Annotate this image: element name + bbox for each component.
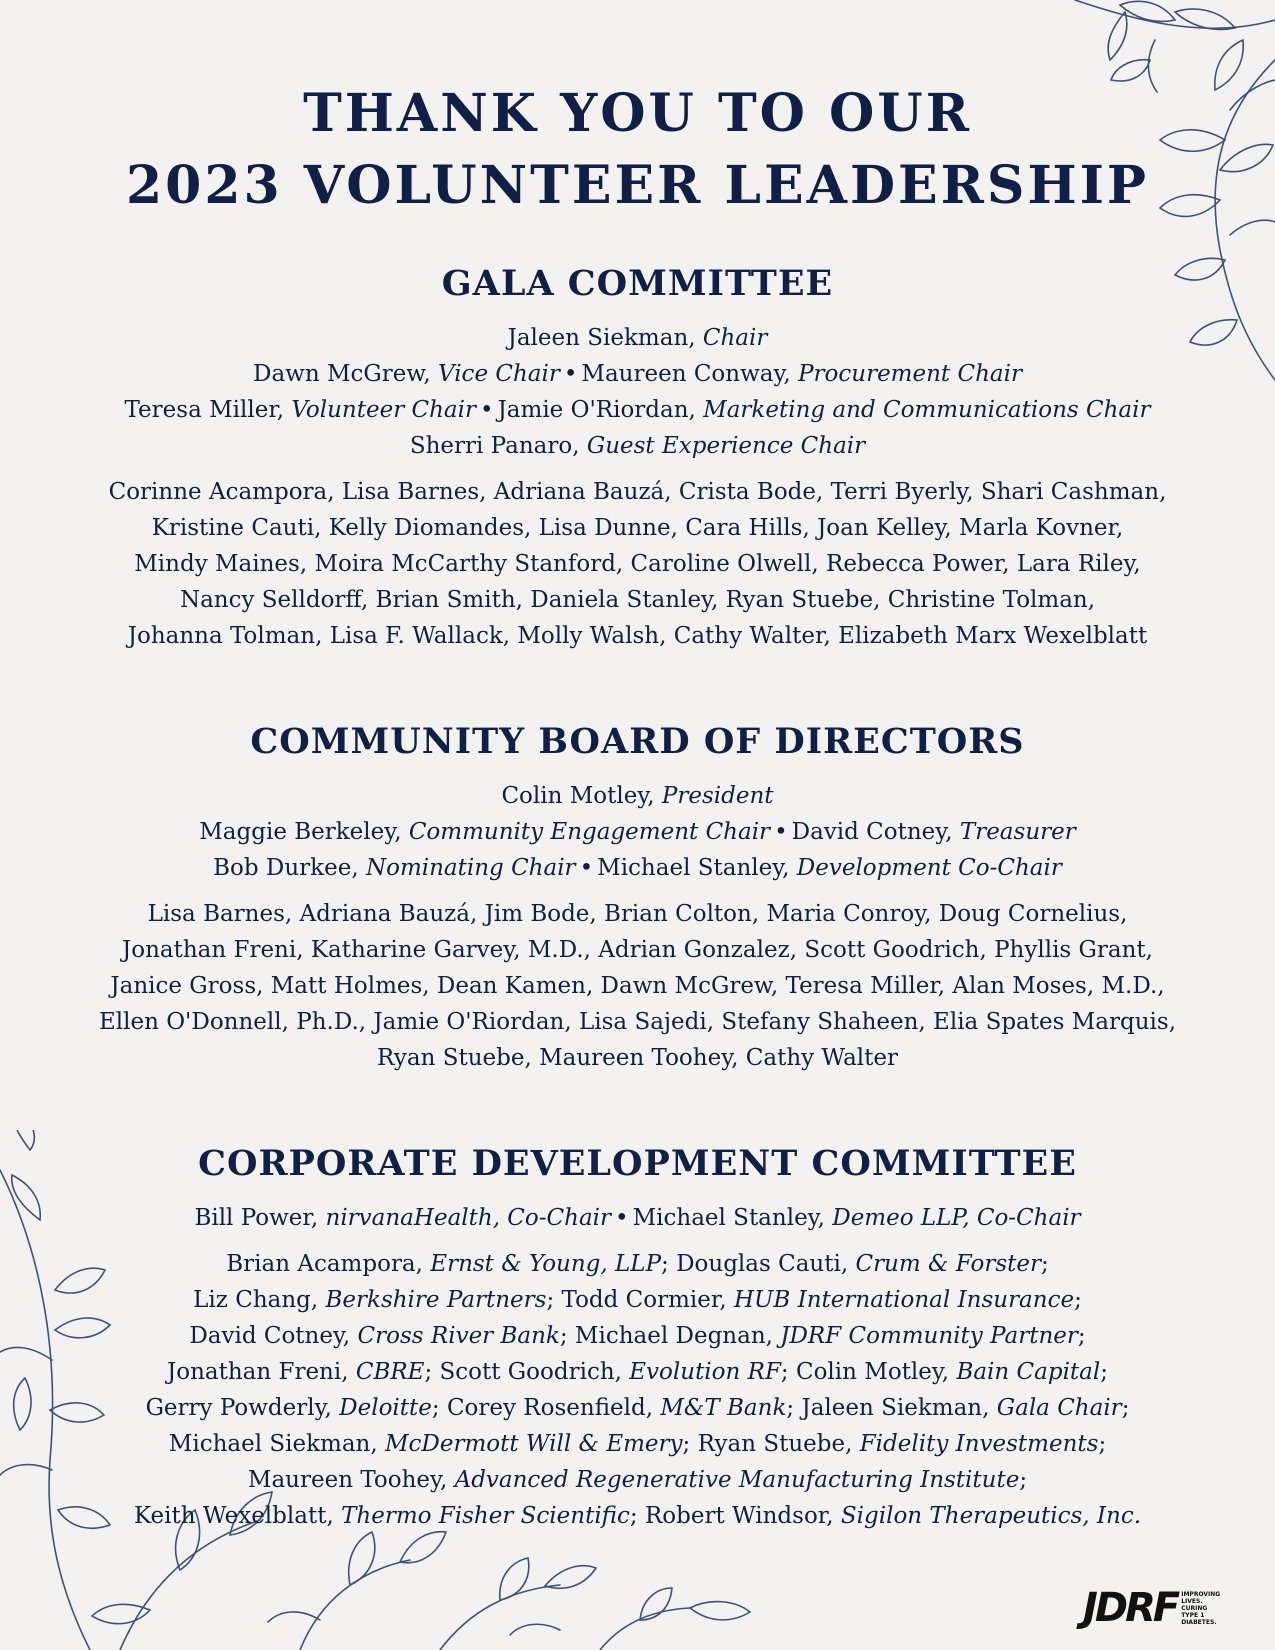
corporate-member-name: David Cotney, (189, 1323, 351, 1349)
corporate-member-org: Cross River Bank (357, 1323, 560, 1349)
board-member-line: Ellen O'Donnell, Ph.D., Jamie O'Riordan, Lisa Sajedi, Stefany Shaheen, Elia Spates Marquis, (98, 1009, 1177, 1035)
corporate-member-punct: ; (431, 1395, 440, 1421)
corporate-member-org: Berkshire Partners (325, 1287, 547, 1313)
corporate-member-name: Jaleen Siekman, (801, 1395, 990, 1421)
corporate-member-punct: ; (682, 1431, 691, 1457)
gala-chair-line: Jaleen Siekman, Chair (507, 325, 768, 351)
corporate-member-line (80, 1462, 1195, 1498)
corporate-member-name: Michael Siekman, (168, 1431, 378, 1457)
corporate-member-org: M&T Bank (660, 1395, 787, 1421)
corporate-committee-heading: CORPORATE DEVELOPMENT COMMITTEE (198, 1143, 1077, 1184)
community-board-section (80, 720, 1195, 1076)
corporate-member-punct: ; (1074, 1287, 1082, 1313)
board-member-line: Jonathan Freni, Katharine Garvey, M.D., Adrian Gonzalez, Scott Goodrich, Phyllis Grant, (122, 937, 1153, 963)
gala-member-line: Johanna Tolman, Lisa F. Wallack, Molly Walsh, Cathy Walter, Elizabeth Marx Wexelblatt (127, 623, 1148, 649)
corporate-member-org: Deloitte (339, 1395, 432, 1421)
gala-committee-heading: GALA COMMITTEE (441, 263, 834, 304)
corporate-member-name: Jonathan Freni, (167, 1359, 349, 1385)
corporate-member-name: Gerry Powderly, (145, 1395, 332, 1421)
corporate-member-org: CBRE (355, 1359, 425, 1385)
corporate-member-line (80, 1282, 1195, 1318)
gala-member-line: Kristine Cauti, Kelly Diomandes, Lisa Dunne, Cara Hills, Joan Kelley, Marla Kovner, (151, 515, 1124, 541)
corporate-member-org: Evolution RF (629, 1359, 781, 1385)
corporate-cochairs-line: Bill Power, nirvanaHealth, Co-Chair • Michael Stanley, Demeo LLP, Co-Chair (194, 1205, 1081, 1231)
corporate-member-org: Crum & Forster (855, 1251, 1041, 1277)
corporate-member-org: Bain Capital (956, 1359, 1101, 1385)
corporate-member-line (80, 1318, 1195, 1354)
gala-guest-line: Sherri Panaro, Guest Experience Chair (409, 433, 866, 459)
gala-committee-section (80, 262, 1195, 654)
corporate-member-name: Colin Motley, (795, 1359, 950, 1385)
jdrf-logo-tagline: IMPROVING LIVES. CURING TYPE 1 DIABETES. (1181, 1590, 1221, 1626)
corporate-member-org: Ernst & Young, LLP (430, 1251, 662, 1277)
corporate-member-punct: ; (1098, 1431, 1107, 1457)
corporate-member-line (80, 1390, 1195, 1426)
corporate-member-line (80, 1354, 1195, 1390)
title-line-2: 2023 VOLUNTEER LEADERSHIP (125, 155, 1150, 216)
corporate-member-name: Michael Degnan, (574, 1323, 773, 1349)
board-leadership (80, 778, 1195, 886)
corporate-committee-section (80, 1142, 1195, 1534)
board-member-line: Lisa Barnes, Adriana Bauzá, Jim Bode, Brian Colton, Maria Conroy, Doug Cornelius, (147, 901, 1128, 927)
gala-leadership (80, 320, 1195, 464)
corporate-members (80, 1246, 1195, 1534)
corporate-member-punct: ; (1077, 1323, 1086, 1349)
corporate-cochairs (80, 1200, 1195, 1236)
corporate-member-name: Scott Goodrich, (439, 1359, 622, 1385)
corporate-member-org: Thermo Fisher Scientific (341, 1503, 630, 1529)
board-members (80, 896, 1195, 1076)
corporate-member-punct: ; (780, 1359, 789, 1385)
gala-vice-line: Dawn McGrew, Vice Chair • Maureen Conway, Procurement Chair (253, 361, 1022, 387)
corporate-member-punct: ; (1019, 1467, 1028, 1493)
corporate-member-punct: ; (786, 1395, 795, 1421)
corporate-member-name: Corey Rosenfield, (446, 1395, 654, 1421)
corporate-member-punct: ; (629, 1503, 638, 1529)
gala-volunteer-line: Teresa Miller, Volunteer Chair • Jamie O'Riordan, Marketing and Communications Chair (124, 397, 1151, 423)
gala-member-line: Corinne Acampora, Lisa Barnes, Adriana Bauzá, Crista Bode, Terri Byerly, Shari Cashman, (108, 479, 1167, 505)
corporate-member-name: Brian Acampora, (226, 1251, 423, 1277)
corporate-member-name: Ryan Stuebe, (697, 1431, 853, 1457)
corporate-member-punct: ; (559, 1323, 568, 1349)
board-member-line: Ryan Stuebe, Maureen Toohey, Cathy Walter (376, 1045, 898, 1071)
corporate-member-line (80, 1498, 1195, 1534)
corporate-member-name: Todd Cormier, (561, 1287, 727, 1313)
board-member-line: Janice Gross, Matt Holmes, Dean Kamen, Dawn McGrew, Teresa Miller, Alan Moses, M.D., (110, 973, 1165, 999)
jdrf-logo (1083, 1584, 1253, 1632)
corporate-member-name: Keith Wexelblatt, (133, 1503, 334, 1529)
community-board-heading: COMMUNITY BOARD OF DIRECTORS (250, 721, 1025, 762)
corporate-member-org: Gala Chair (996, 1395, 1122, 1421)
gala-members (80, 474, 1195, 654)
jdrf-logo-word: JDRF (1083, 1585, 1178, 1631)
board-officers-line: Maggie Berkeley, Community Engagement Chair • David Cotney, Treasurer (199, 819, 1076, 845)
corporate-member-line (80, 1246, 1195, 1282)
corporate-member-org: JDRF Community Partner (780, 1323, 1078, 1349)
title-line-1: THANK YOU TO OUR (303, 83, 972, 144)
corporate-member-punct: ; (1040, 1251, 1049, 1277)
corporate-member-punct: ; (661, 1251, 669, 1277)
corporate-member-punct: ; (1100, 1359, 1108, 1385)
corporate-member-line (80, 1426, 1195, 1462)
corporate-member-name: Liz Chang, (193, 1287, 319, 1313)
corporate-member-org: Sigilon Therapeutics, Inc. (840, 1503, 1142, 1529)
corporate-member-org: HUB International Insurance (733, 1287, 1075, 1313)
corporate-member-name: Douglas Cauti, (676, 1251, 849, 1277)
corporate-member-punct: ; (424, 1359, 433, 1385)
gala-member-line: Mindy Maines, Moira McCarthy Stanford, Caroline Olwell, Rebecca Power, Lara Riley, (134, 551, 1141, 577)
board-chairs-line: Bob Durkee, Nominating Chair • Michael Stanley, Development Co-Chair (213, 855, 1062, 881)
corporate-member-name: Maureen Toohey, (247, 1467, 448, 1493)
corporate-member-punct: ; (1121, 1395, 1130, 1421)
corporate-member-name: Robert Windsor, (644, 1503, 834, 1529)
page-title (0, 78, 1275, 222)
corporate-member-punct: ; (546, 1287, 555, 1313)
corporate-member-org: Advanced Regenerative Manufacturing Institute (454, 1467, 1020, 1493)
board-president-line: Colin Motley, President (501, 783, 774, 809)
corporate-member-org: Fidelity Investments (859, 1431, 1099, 1457)
gala-member-line: Nancy Selldorff, Brian Smith, Daniela Stanley, Ryan Stuebe, Christine Tolman, (179, 587, 1096, 613)
corporate-member-org: McDermott Will & Emery (385, 1431, 683, 1457)
